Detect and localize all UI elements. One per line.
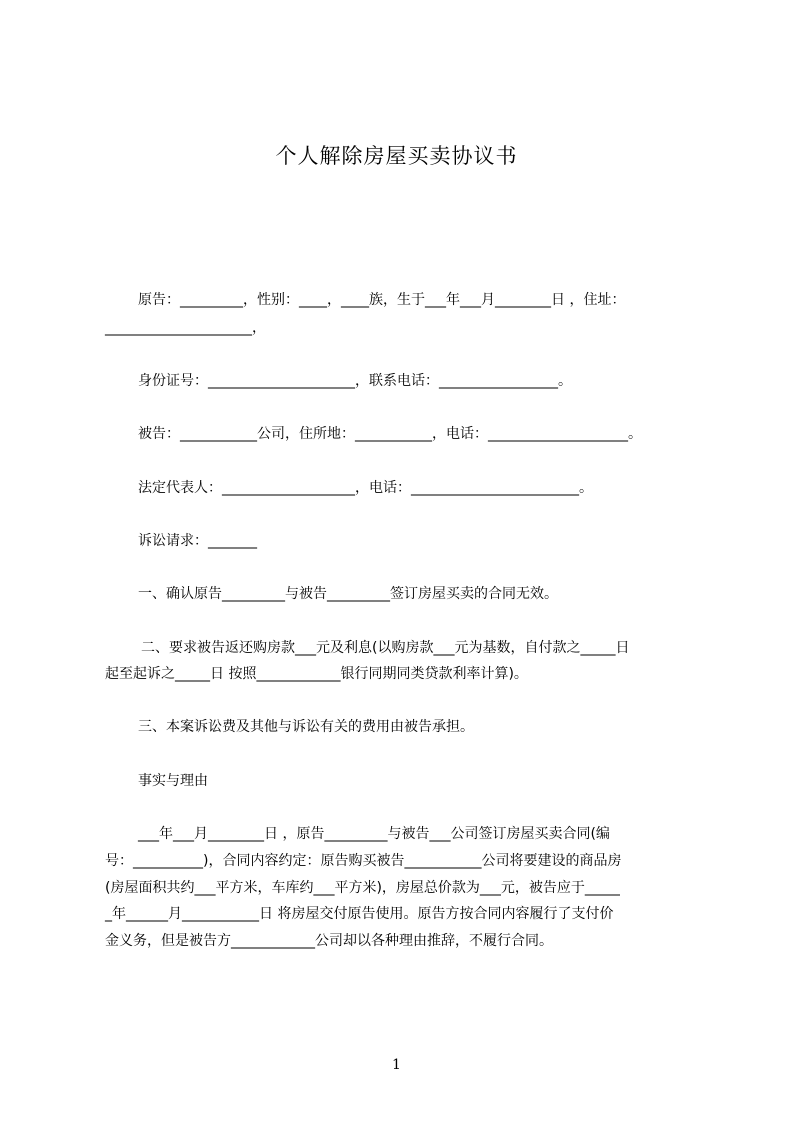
defendant-line: 被告：___________公司，住所地：___________，电话：____________________。: [138, 426, 642, 442]
facts-line-5: 金义务，但是被告方____________公司却以各种理由推辞，不履行合同。: [105, 933, 553, 949]
facts-line-1: ___年___月________日 ，原告_________与被告___公司签订房屋买卖合同(编: [138, 826, 610, 842]
legal-representative-line: 法定代表人：___________________，电话：________________________。: [138, 480, 593, 496]
facts-line-2: 号：__________)，合同内容约定：原告购买被告___________公司将要建设的商品房: [105, 853, 622, 869]
claim-2-line-2: 起至起诉之_____日 按照____________银行同期同类贷款利率计算)。: [105, 666, 528, 682]
page-number: 1: [392, 1057, 401, 1073]
claims-heading: 诉讼请求：_______: [138, 533, 257, 549]
claim-2-line-1: 二、要求被告返还购房款___元及利息(以购房款___元为基数，自付款之_____日: [141, 640, 630, 656]
id-phone-line: 身份证号：_____________________，联系电话：_________________。: [138, 373, 572, 389]
plaintiff-line-2: _____________________，: [105, 320, 266, 336]
claim-1: 一、确认原告_________与被告_________签订房屋买卖的合同无效。: [138, 586, 558, 602]
facts-heading: 事实与理由: [138, 773, 208, 789]
claim-3: 三、本案诉讼费及其他与诉讼有关的费用由被告承担。: [138, 719, 474, 735]
facts-line-3: (房屋面积共约___平方米，车库约___平方米)，房屋总价款为___元，被告应于_____: [105, 880, 620, 896]
plaintiff-line-1: 原告：_________，性别：____，____族，生于___年___月________日 ，住址：: [138, 292, 626, 308]
facts-line-4: _年______月___________日 将房屋交付原告使用。原告方按合同内容履行了支付价: [105, 906, 614, 922]
document-title: 个人解除房屋买卖协议书: [275, 144, 518, 168]
